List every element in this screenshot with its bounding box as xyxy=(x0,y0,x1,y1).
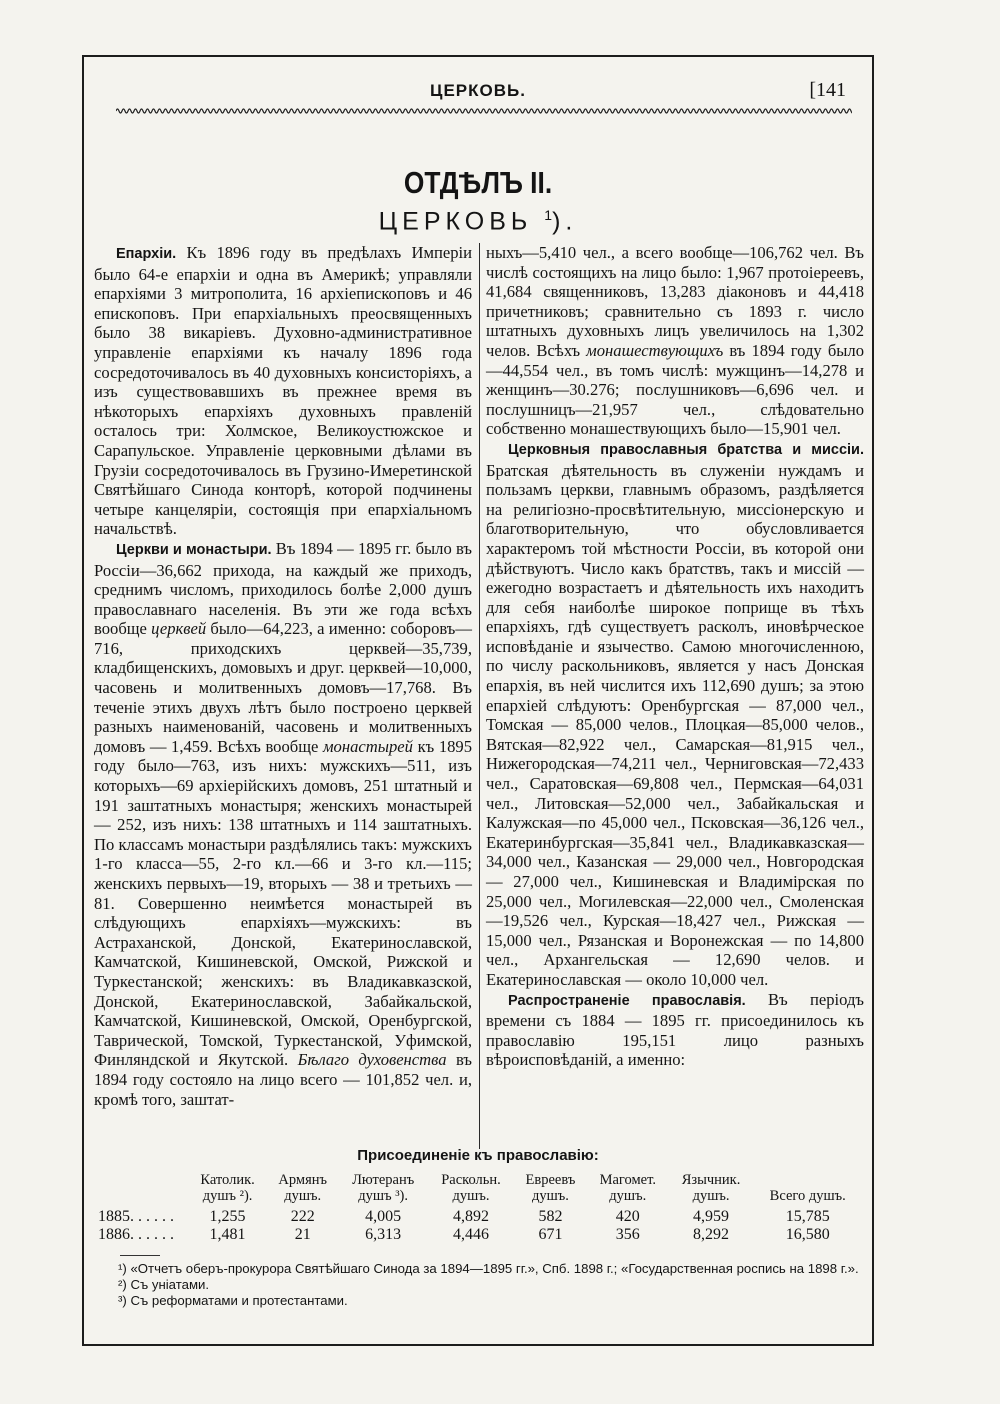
section-number: ОТДѢЛЪ II. xyxy=(403,165,553,200)
table-cell: 582 xyxy=(538,1208,563,1225)
column-divider xyxy=(479,243,480,1149)
table-row xyxy=(94,1208,862,1226)
footnote: ²) Съ уніатами. xyxy=(118,1277,210,1292)
header-line: душъ ³). xyxy=(358,1188,409,1204)
table-header-cell xyxy=(267,1172,338,1208)
paragraph-churches xyxy=(94,539,472,1109)
header-line: душъ. xyxy=(609,1188,647,1204)
table-cell: 222 xyxy=(290,1208,315,1225)
table-header-cell xyxy=(428,1172,514,1208)
ornamental-wavy-rule xyxy=(116,107,852,115)
section-title-end: ). xyxy=(552,207,578,236)
table-cell: 1,481 xyxy=(209,1226,246,1243)
table-header-row xyxy=(94,1172,862,1208)
year-cell: 1886. . . . . . xyxy=(98,1226,174,1243)
table-cell: 4,005 xyxy=(365,1208,402,1225)
paragraph-text: ныхъ—5,410 чел., а всего вообще—106,762 чел. Въ числѣ состоящихъ на лицо было: 1,967 протоіереевъ, 41,684 священниковъ, 13,283 діаконовъ и 44,418 причетниковъ; сравнительно съ 1893 г. число штатныхъ духовныхъ лицъ увеличилось на 1,302 челов. Всѣхъ xyxy=(486,243,864,360)
italic-term: монашествующихъ xyxy=(586,340,724,360)
table-cell: 6,313 xyxy=(365,1226,402,1243)
table-header-cell xyxy=(669,1172,754,1208)
page-frame xyxy=(82,55,874,1346)
data-table xyxy=(94,1172,862,1244)
right-column xyxy=(486,243,864,1070)
header-line: Раскольн. xyxy=(441,1172,501,1188)
running-head xyxy=(84,81,872,105)
run-in-heading: Распространеніе православія. xyxy=(508,992,746,1009)
table-cell: 15,785 xyxy=(785,1208,830,1225)
header-line: душъ. xyxy=(284,1188,322,1204)
table-cell: 21 xyxy=(294,1226,311,1243)
table-header-cell xyxy=(94,1172,188,1208)
table-row xyxy=(94,1226,862,1244)
table-header-cell xyxy=(514,1172,587,1208)
paragraph-eparchies xyxy=(94,243,472,539)
header-line: душъ. xyxy=(452,1188,490,1204)
header-line: душъ ²). xyxy=(202,1188,253,1204)
paragraph-text: въ 1894 году состояло на лицо всего — 101,852 чел. и, кромѣ того, заштат- xyxy=(94,1050,472,1109)
footnote-ref: 1 xyxy=(544,207,553,223)
footnote-rule xyxy=(120,1255,160,1256)
paragraph-text: было—64,223, а именно: соборовъ—716, приходскихъ церквей—35,739, кладбищенскихъ, домовыхъ и друг. церквей—10,000, часовень и молитвенныхъ домовъ—17,768. Въ теченіе этихъ двухъ лѣтъ было построено церквей разныхъ наименованій, часовень и молитвенныхъ домовъ — 1,459. Всѣхъ вообще xyxy=(94,619,472,756)
header-line: Язычник. xyxy=(681,1172,741,1188)
table-cell: 1,255 xyxy=(209,1208,246,1225)
run-in-heading: Церкви и монастыри. xyxy=(116,541,272,558)
paragraph-text: Братская дѣятельность въ служеніи нуждамъ и пользамъ церкви, главнымъ образомъ, раздѣляется на религіозно-просвѣтительную, миссіонерскую и благотворительную, что обусловливается характеромъ той мѣстности Россіи, въ которой они дѣйствуютъ. Число какъ братствъ, такъ и миссій — ежегодно возрастаетъ и дѣятельность ихъ находитъ для себя наиболѣе широкое поприще въ тѣхъ епархіяхъ, гдѣ существуетъ расколъ, иновѣрческое исповѣданіе и язычество. Самою многочисленною, по числу раскольниковъ, является у насъ Донская епархія, въ ней числится ихъ 112,690 душъ; за этою епархіей слѣдуютъ: Оренбургская — 87,000 чел., Томская — 85,000 челов., Плоцкая—85,000 челов., Вятская—82,922 чел., Самарская—81,915 чел., Нижегородская—74,211 чел., Черниговская—72,433 чел., Саратовская—69,808 чел., Пермская—64,031 чел., Литовская—52,000 чел., Забайкальская и Калужская—по 45,000 чел., Псковская—36,126 чел., Екатеринбургская—35,841 чел., Владикавказская—34,000 чел., Казанская — 29,000 чел., Новгородская — 27,000 чел., Кишиневская и Владимірская по 25,000 чел., Могилевская—22,000 чел., Смоленская—19,526 чел., Курская—18,427 чел., Рижская — 15,000 чел., Рязанская и Воронежская — по 14,800 чел., Архангельская — 12,690 челов. и Екатеринославская — около 10,000 чел. xyxy=(486,460,864,989)
paragraph-text: Къ 1896 году въ предѣлахъ Имперіи было 64-е епархіи и одна въ Америкѣ; управляли епархіями 3 митрополита, 16 архіепископовъ и 46 епископовъ. При епархіальныхъ преосвященныхъ было 38 викаріевъ. Духовно-административное управленіе епархіями къ началу 1896 года сосредоточивалось въ 40 духовныхъ консисторіяхъ, а изъ существовавшихъ въ прежнее время въ нѣкоторыхъ епархіяхъ духовныхъ правленій осталось три: Холмское, Великоустюжское и Сарапульское. Управленіе церковными дѣлами въ Грузіи сосредоточивалось въ Грузино-Имеретинской Святѣйшаго Синода конторѣ, которой подчинены четыре канцеляріи, состоящія при епархіальномъ начальствѣ. xyxy=(94,243,472,539)
paragraph-text: къ 1895 году было—763, изъ нихъ: мужскихъ—511, изъ которыхъ—69 архіерійскихъ домовъ, 251 штатный и 191 заштатныхъ монастыря; женскихъ монастырей — 252, изъ нихъ: 138 штатныхъ и 114 заштатныхъ. По классамъ монастыри раздѣлялись такъ: мужскихъ 1-го класса—55, 2-го кл.—66 и 3-го кл.—115; женскихъ первыхъ—19, вторыхъ — 38 и третьихъ — 81. Совершенно неимѣется монастырей въ слѣдующихъ епархіяхъ—мужскихъ: въ Астраханской, Донской, Екатеринославской, Камчатской, Кишиневской, Омской, Рижской и Туркестанской; женскихъ: въ Владикавказской, Донской, Екатеринославской, Забайкальской, Камчатской, Кишиневской, Омской, Оренбургской, Таврической, Томской, Туркестанской, Уфимской, Финляндской и Якутской. xyxy=(94,736,473,1070)
footnote: ³) Съ реформатами и протестантами. xyxy=(118,1293,348,1308)
paragraph-clergy xyxy=(486,243,864,439)
running-head-title: ЦЕРКОВЬ. xyxy=(430,81,526,100)
table-cell: 16,580 xyxy=(785,1226,830,1243)
italic-term: церквей xyxy=(151,619,207,639)
italic-term: Бѣлаго духовенства xyxy=(297,1050,447,1070)
table-title: Присоединеніе къ православію: xyxy=(357,1147,599,1164)
section-title-text: ЦЕРКОВЬ xyxy=(378,207,533,236)
paragraph-text: въ 1894 году было—44,554 чел., въ томъ числѣ: мужщинъ—14,278 и женщинъ—30.276; послушниковъ—6,696 чел. и послушницъ—21,957 чел., слѣдовательно собственно монашествующихъ было—15,901 чел. xyxy=(486,340,864,439)
paragraph-text: Въ 1894 — 1895 гг. было въ Россіи—36,662 прихода, на каждый же приходъ, среднимъ числомъ, приходилось болѣе 2,000 душъ православнаго населенія. Въ эти же года всѣхъ вообще xyxy=(94,538,472,639)
table-cell: 4,446 xyxy=(453,1226,489,1243)
footnote: ¹) «Отчетъ оберъ-прокурора Святѣйшаго Синода за 1894—1895 гг.», Спб. 1898 г.; «Государственная роспись на 1898 г.». xyxy=(118,1261,859,1276)
paragraph-text: Въ періодъ времени съ 1884 — 1895 гг. присоединилось къ православію 195,151 лицо разныхъ вѣроисповѣданій, а именно: xyxy=(486,989,864,1070)
left-column xyxy=(94,243,472,1109)
table-cell: 420 xyxy=(615,1208,640,1225)
run-in-heading: Епархіи. xyxy=(116,246,177,262)
table-cell: 8,292 xyxy=(693,1226,730,1243)
table-header-cell xyxy=(338,1172,428,1208)
table-header-cell xyxy=(188,1172,267,1208)
header-line: Всего душъ. xyxy=(769,1188,846,1204)
page-number: [141 xyxy=(809,79,846,101)
header-line: Евреевъ xyxy=(525,1172,576,1188)
table-cell: 356 xyxy=(615,1226,640,1243)
table-cell: 4,959 xyxy=(693,1208,730,1225)
section-title xyxy=(84,207,872,236)
conversion-table xyxy=(94,1147,862,1244)
table-body xyxy=(94,1208,862,1244)
run-in-heading: Церковныя православныя братства и миссіи. xyxy=(508,441,864,458)
paragraph-brotherhoods xyxy=(486,439,864,990)
year-cell: 1885. . . . . . xyxy=(98,1208,174,1225)
table-header-cell xyxy=(587,1172,669,1208)
header-line: Католик. xyxy=(200,1172,255,1188)
paragraph-spread xyxy=(486,990,864,1070)
italic-term: монастырей xyxy=(322,736,413,756)
header-line: душъ. xyxy=(692,1188,730,1204)
footnotes xyxy=(94,1261,864,1309)
header-line: душъ. xyxy=(532,1188,569,1204)
table-cell: 4,892 xyxy=(453,1208,489,1225)
header-line: Магомет. xyxy=(599,1172,656,1188)
header-line: Армянъ xyxy=(278,1172,328,1188)
table-cell: 671 xyxy=(538,1226,563,1243)
header-line: Лютеранъ xyxy=(352,1172,415,1188)
table-header-cell xyxy=(753,1172,862,1208)
